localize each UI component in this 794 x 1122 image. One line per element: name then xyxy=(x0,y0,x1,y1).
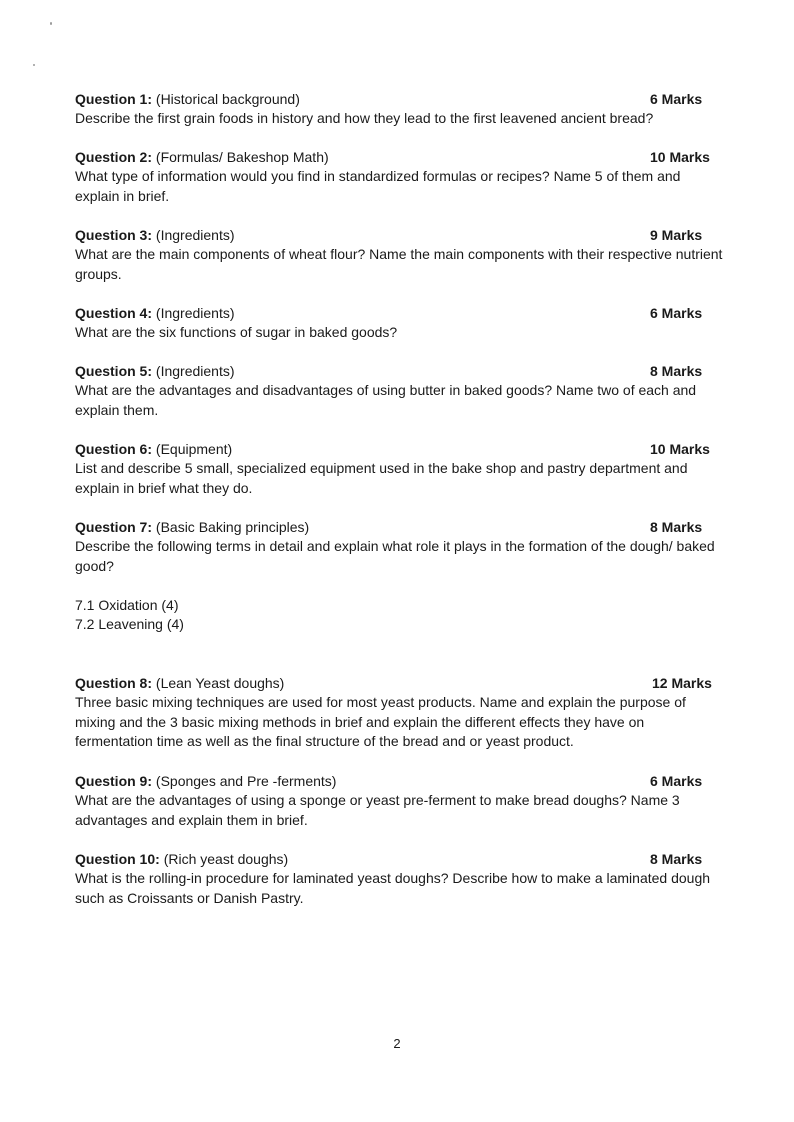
question-text: Describe the following terms in detail and explain what role it plays in the formation of the dough/ baked good? xyxy=(75,538,715,574)
question-number: Question 8: xyxy=(75,675,153,691)
question-topic: (Ingredients) xyxy=(155,227,235,243)
question-marks: 6 Marks xyxy=(650,773,703,789)
question-topic: (Formulas/ Bakeshop Math) xyxy=(155,149,329,165)
question-header xyxy=(75,361,725,381)
question-block xyxy=(75,771,725,830)
question-number: Question 1: xyxy=(75,91,153,107)
question-header xyxy=(75,517,725,537)
question-topic: (Ingredients) xyxy=(155,363,235,379)
question-topic: (Historical background) xyxy=(155,91,300,107)
page-number: 2 xyxy=(393,1036,401,1051)
question-number: Question 3: xyxy=(75,227,153,243)
sub-question: 7.2 Leavening (4) xyxy=(75,616,184,632)
question-block xyxy=(75,673,725,752)
question-header xyxy=(75,303,725,323)
question-topic: (Equipment) xyxy=(155,441,233,457)
question-block xyxy=(75,225,725,284)
sub-question: 7.1 Oxidation (4) xyxy=(75,596,179,613)
question-number: Question 5: xyxy=(75,363,153,379)
question-topic: (Basic Baking principles) xyxy=(155,519,310,535)
question-text: What type of information would you find in standardized formulas or recipes? Name 5 of them and explain in brief. xyxy=(75,168,681,204)
question-block xyxy=(75,147,725,206)
question-topic: (Ingredients) xyxy=(155,305,235,321)
question-marks: 8 Marks xyxy=(650,363,703,379)
question-marks: 6 Marks xyxy=(650,91,703,107)
question-text: Describe the first grain foods in history and how they lead to the first leavened ancient bread? xyxy=(75,110,654,126)
scan-speck xyxy=(33,64,35,66)
question-text: What are the main components of wheat flour? Name the main components with their respective nutrient groups. xyxy=(75,246,723,282)
question-header xyxy=(75,771,725,791)
question-marks: 9 Marks xyxy=(650,227,703,243)
question-header xyxy=(75,225,725,245)
question-text: What are the six functions of sugar in baked goods? xyxy=(75,324,398,340)
question-header xyxy=(75,439,725,459)
question-header xyxy=(75,147,725,167)
question-marks: 8 Marks xyxy=(650,851,703,867)
question-block xyxy=(75,517,725,635)
question-number: Question 6: xyxy=(75,441,153,457)
question-block xyxy=(75,361,725,420)
question-block xyxy=(75,89,725,129)
question-block xyxy=(75,303,725,343)
question-header xyxy=(75,673,725,693)
question-marks: 8 Marks xyxy=(650,519,703,535)
question-marks: 10 Marks xyxy=(650,441,710,457)
question-text: What are the advantages of using a sponge or yeast pre-ferment to make bread doughs? Name 3 advantages and explain them in brief. xyxy=(75,792,680,828)
question-text: What are the advantages and disadvantages of using butter in baked goods? Name two of each and explain them. xyxy=(75,382,697,418)
question-topic: (Lean Yeast doughs) xyxy=(155,675,285,691)
question-number: Question 2: xyxy=(75,149,153,165)
question-text: Three basic mixing techniques are used for most yeast products. Name and explain the purpose of mixing and the 3 basic mixing methods in brief and explain the different effects they have on fermentation time as well as the final structure of the bread and or yeast product. xyxy=(75,694,686,749)
scan-speck xyxy=(50,22,52,25)
question-number: Question 7: xyxy=(75,519,153,535)
question-number: Question 10: xyxy=(75,851,160,867)
question-header xyxy=(75,89,725,109)
question-marks: 12 Marks xyxy=(652,675,712,691)
question-topic: (Sponges and Pre -ferments) xyxy=(155,773,337,789)
question-number: Question 4: xyxy=(75,305,153,321)
question-text: What is the rolling-in procedure for laminated yeast doughs? Describe how to make a laminated dough such as Croissants or Danish Pastry. xyxy=(75,870,711,906)
question-text: List and describe 5 small, specialized equipment used in the bake shop and pastry department and explain in brief what they do. xyxy=(75,460,688,496)
question-block xyxy=(75,439,725,498)
question-block xyxy=(75,849,725,908)
question-number: Question 9: xyxy=(75,773,153,789)
question-topic: (Rich yeast doughs) xyxy=(163,851,289,867)
question-marks: 10 Marks xyxy=(650,149,710,165)
question-marks: 6 Marks xyxy=(650,305,703,321)
question-header xyxy=(75,849,725,869)
